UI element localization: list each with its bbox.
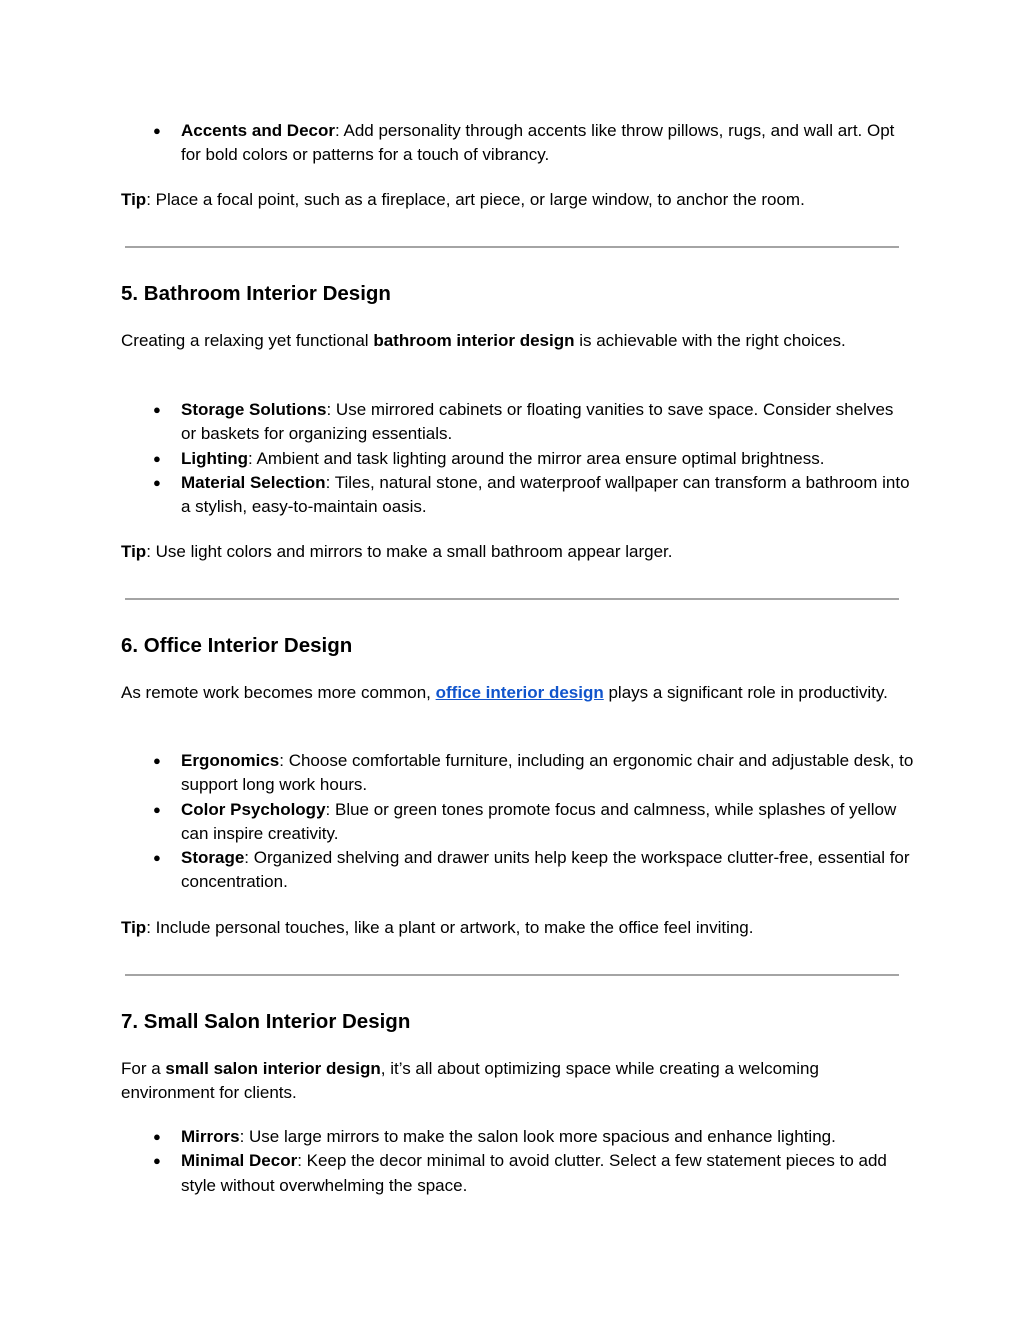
item-term: Mirrors [181, 1127, 240, 1146]
section-heading-bathroom: 5. Bathroom Interior Design [121, 282, 391, 305]
intro-text: , it’s all about optimizing space while creating a welcoming environment for clients. [121, 1059, 819, 1102]
list-item [121, 119, 911, 168]
item-term: Storage Solutions [181, 400, 327, 419]
intro-bold: bathroom interior design [373, 331, 575, 350]
item-term: Ergonomics [181, 751, 280, 770]
item-text: : Ambient and task lighting around the mirror area ensure optimal brightness. [248, 448, 825, 468]
item-text: : Blue or green tones promote focus and calmness, while splashes of yellow can inspire creativity. [181, 799, 897, 843]
tip-label: Tip [121, 542, 147, 561]
bullet-icon: ● [153, 474, 161, 490]
tip-label: Tip [121, 918, 147, 937]
list-item [121, 1149, 911, 1198]
section-divider [125, 598, 899, 600]
tip-text: : Include personal touches, like a plant or artwork, to make the office feel inviting. [146, 918, 754, 937]
list-item [121, 398, 911, 447]
tip-label: Tip [121, 190, 147, 209]
bullet-icon: ● [153, 123, 161, 138]
tip-text: : Use light colors and mirrors to make a small bathroom appear larger. [146, 542, 673, 561]
intro-bold: small salon interior design [165, 1059, 381, 1078]
bathroom-intro [121, 329, 911, 353]
bullet-icon: ● [153, 753, 161, 768]
list-item [121, 798, 921, 847]
list-item [121, 471, 911, 520]
intro-text: As remote work becomes more common, [121, 683, 436, 702]
intro-text: Creating a relaxing yet functional [121, 331, 374, 350]
list-item [121, 749, 921, 798]
bullet-icon: ● [153, 450, 161, 466]
item-term: Material Selection [181, 472, 326, 492]
section-divider [125, 246, 899, 248]
section-divider [125, 974, 899, 976]
intro-text: plays a significant role in productivity. [603, 683, 888, 702]
item-text: : Use mirrored cabinets or floating vanities to save space. Consider shelves or baskets for organizing essentials. [181, 400, 894, 444]
office-intro [121, 681, 911, 705]
item-text: : Tiles, natural stone, and waterproof wallpaper can transform a bathroom into a stylish, easy-to-maintain oasis. [181, 472, 910, 517]
item-term: Color Psychology [181, 799, 326, 819]
bullet-icon: ● [153, 1129, 161, 1144]
office-tip [121, 916, 911, 940]
bullet-icon: ● [153, 801, 161, 817]
item-text: : Use large mirrors to make the salon look more spacious and enhance lighting. [239, 1127, 836, 1146]
item-text: : Choose comfortable furniture, including an ergonomic chair and adjustable desk, to support long work hours. [181, 751, 914, 795]
list-item [121, 447, 911, 471]
intro-tip [121, 188, 911, 212]
intro-text: For a [121, 1059, 166, 1078]
item-text: : Add personality through accents like throw pillows, rugs, and wall art. Opt for bold colors or patterns for a touch of vibrancy. [181, 121, 895, 165]
item-text: : Organized shelving and drawer units help keep the workspace clutter-free, essential for concentration. [181, 848, 910, 892]
intro-bullet-list [121, 119, 911, 168]
item-text: : Keep the decor minimal to avoid clutter. Select a few statement pieces to add style without overwhelming the space. [181, 1151, 887, 1195]
section-heading-office: 6. Office Interior Design [121, 634, 353, 657]
salon-bullet-list [121, 1125, 911, 1198]
salon-intro [121, 1057, 911, 1105]
tip-text: : Place a focal point, such as a fireplace, art piece, or large window, to anchor the room. [146, 190, 805, 209]
list-item [121, 1125, 911, 1149]
office-bullet-list [121, 749, 921, 895]
bathroom-tip [121, 540, 911, 564]
bullet-icon: ● [153, 850, 161, 866]
item-term: Accents and Decor [181, 121, 335, 140]
intro-text: is achievable with the right choices. [574, 331, 846, 350]
item-term: Storage [181, 848, 245, 868]
list-item [121, 846, 921, 895]
office-interior-design-link[interactable]: office interior design [435, 683, 604, 702]
bullet-icon: ● [153, 402, 161, 417]
item-term: Minimal Decor [181, 1151, 298, 1171]
section-heading-salon: 7. Small Salon Interior Design [121, 1010, 411, 1033]
bathroom-bullet-list [121, 398, 911, 519]
item-term: Lighting [181, 448, 249, 468]
bullet-icon: ● [153, 1153, 161, 1169]
